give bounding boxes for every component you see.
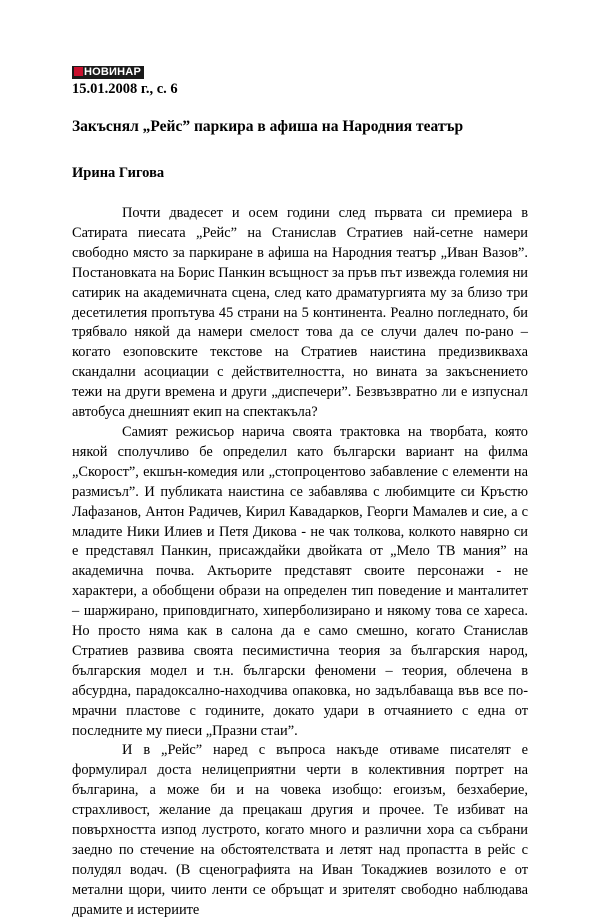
dateline: 15.01.2008 г., с. 6 xyxy=(72,81,178,97)
logo-text: НОВИНАР xyxy=(84,66,141,78)
article-author: Ирина Гигова xyxy=(72,165,165,181)
paragraph: Самият режисьор нарича своята трактовка на творбата, която някой сполучливо бе определил като български вариант на филма „Скорост”, екшън-комедия или „стопроцентово забавление с елементи на размисъл”. И публиката наистина се забавлява с любимците си Кръстю Лафазанов, Антон Радичев, Кирил Кавадарков, Георги Мамалев и сие, а с младите Ники Илиев и Петя Дикова - не чак толкова, колкото навярно си е представял Панкин, присаждайки двойката от „Мело ТВ мания” на академична почва. Актьорите представят своите персонажи - не характери, а обобщени образи на определен тип поведение и манталитет – шаржирано, приповдигнато, хиперболизирано и някому това се хареса. Но просто няма как в салона да е само смешно, когато Станислав Стратиев развива своята песимистична теория за българския народ, българския модел и т.н. български феномени – теория, облечена в абсурдна, парадоксално-находчива опаковка, но задълбаваща във все по-мрачни пластове с годините, докато удари в отчаянието с една от последните му пиеси „Празни стаи”. xyxy=(72,423,528,739)
article-title: Закъснял „Рейс” паркира в афиша на Народния театър xyxy=(72,118,464,135)
paragraph: И в „Рейс” наред с въпроса накъде отиваме писателят е формулирал доста нелицеприятни черти в колективния портрет на българина, а може би и на човека изобщо: егоизъм, безхаберие, страхливост, желание да прецакаш другия и прочее. Те избиват на повърхността изпод лустрото, когато много и различни хора са събрани заедно по стечение на обстоятелствата и летят над пропастта в рейс с полудял водач. (В сценографията на Иван Токаджиев возилото е от метални щори, чиито ленти се обръщат и зрителят свободно наблюдава драмите и истериите xyxy=(72,742,528,918)
article-page xyxy=(72,62,528,921)
article-body xyxy=(72,204,528,921)
paragraph: Почти двадесет и осем години след първата си премиера в Сатирата пиесата „Рейс” на Станислав Стратиев най-сетне намери свободно място за паркиране в афиша на Народния театър „Иван Вазов”. Постановката на Борис Панкин всъщност за пръв път извежда големия ни сатирик на академичната сцена, след като драматургията му за близо три десетилетия пропътува 45 страни на 5 континента. Реално погледнато, би трябвало някой да намери смелост това да се случи далеч по-рано – когато езоповските текстове на Стратиев наистина предизвикваха скандални асоциации с действителността, но вината за закъснението тежи на други времена и други „диспечери”. Безвъзвратно ли е изпуснал автобуса днешният екип на спектакъла? xyxy=(72,205,528,421)
logo-mark-icon xyxy=(74,67,83,76)
newspaper-logo xyxy=(72,66,144,79)
